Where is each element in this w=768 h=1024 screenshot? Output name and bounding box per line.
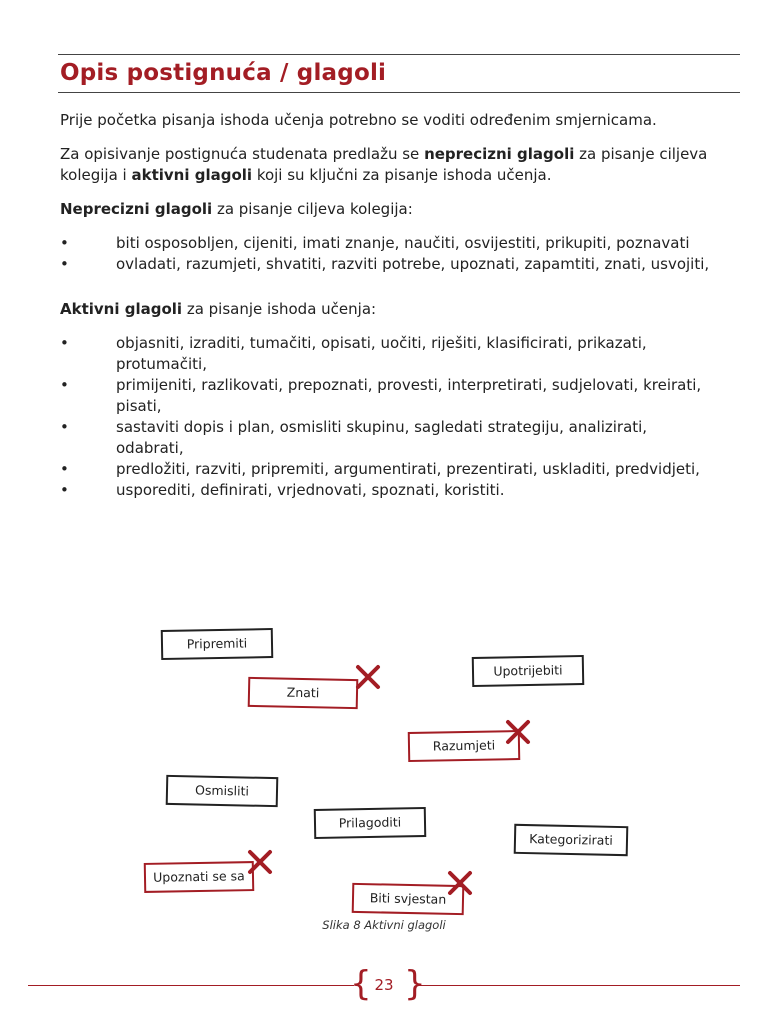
list-item: • usporediti, definirati, vrjednovati, spoznati, koristiti. xyxy=(60,481,505,499)
footer-rule-left xyxy=(28,985,354,986)
title-rule xyxy=(58,92,740,93)
word-card-prilagoditi: Prilagoditi xyxy=(314,807,427,839)
top-rule xyxy=(58,54,740,55)
word-card-osmisliti: Osmisliti xyxy=(166,775,279,807)
word-card-razumjeti: Razumjeti xyxy=(408,730,521,762)
list-item: • sastaviti dopis i plan, osmisliti skupinu, sagledati strategiju, analizirati, odabrati, xyxy=(60,418,648,457)
intro-paragraph: Prije početka pisanja ishoda učenja potrebno se voditi određenim smjernicama. xyxy=(60,111,657,129)
list-item: • primijeniti, razlikovati, prepoznati, provesti, interpretirati, sudjelovati, kreirati, pisati, xyxy=(60,376,702,415)
section2-heading: Aktivni glagoli za pisanje ishoda učenja: xyxy=(60,300,377,318)
cross-mark-icon xyxy=(355,664,381,690)
list-item: • biti osposobljen, cijeniti, imati znanje, naučiti, osvijestiti, prikupiti, poznavati xyxy=(60,234,690,252)
cross-mark-icon xyxy=(505,719,531,745)
word-card-znati: Znati xyxy=(248,677,359,709)
cross-mark-icon xyxy=(247,849,273,875)
figure-caption: Slika 8 Aktivni glagoli xyxy=(322,918,446,932)
word-card-pripremiti: Pripremiti xyxy=(161,628,274,660)
list-item: • predložiti, razviti, pripremiti, argumentirati, prezentirati, uskladiti, predvidjeti, xyxy=(60,460,700,478)
page-number: 23 xyxy=(374,976,394,994)
page-title: Opis postignuća / glagoli xyxy=(60,60,387,86)
word-card-biti-svjestan: Biti svjestan xyxy=(352,883,465,915)
body-text xyxy=(60,110,710,501)
list-item: • ovladati, razumjeti, shvatiti, razviti potrebe, upoznati, zapamtiti, znati, usvojiti, xyxy=(60,255,710,273)
active-verbs-list xyxy=(60,333,710,501)
footer-rule-right xyxy=(420,985,740,986)
list-item: • objasniti, izraditi, tumačiti, opisati, uočiti, riješiti, klasificirati, prikazati, protumačiti, xyxy=(60,334,647,373)
word-card-upotrijebiti: Upotrijebiti xyxy=(472,655,585,687)
left-brace-icon: { xyxy=(350,964,372,1004)
word-card-upoznati-se-sa: Upoznati se sa xyxy=(144,861,255,893)
verbs-paragraph: Za opisivanje postignuća studenata predlažu se neprecizni glagoli za pisanje ciljeva kolegija i aktivni glagoli koji su ključni za pisanje ishoda učenja. xyxy=(60,145,708,184)
cross-mark-icon xyxy=(447,870,473,896)
section1-heading: Neprecizni glagoli za pisanje ciljeva kolegija: xyxy=(60,200,413,218)
right-brace-icon: } xyxy=(404,964,426,1004)
imprecise-verbs-list xyxy=(60,233,710,275)
word-card-kategorizirati: Kategorizirati xyxy=(514,824,629,856)
